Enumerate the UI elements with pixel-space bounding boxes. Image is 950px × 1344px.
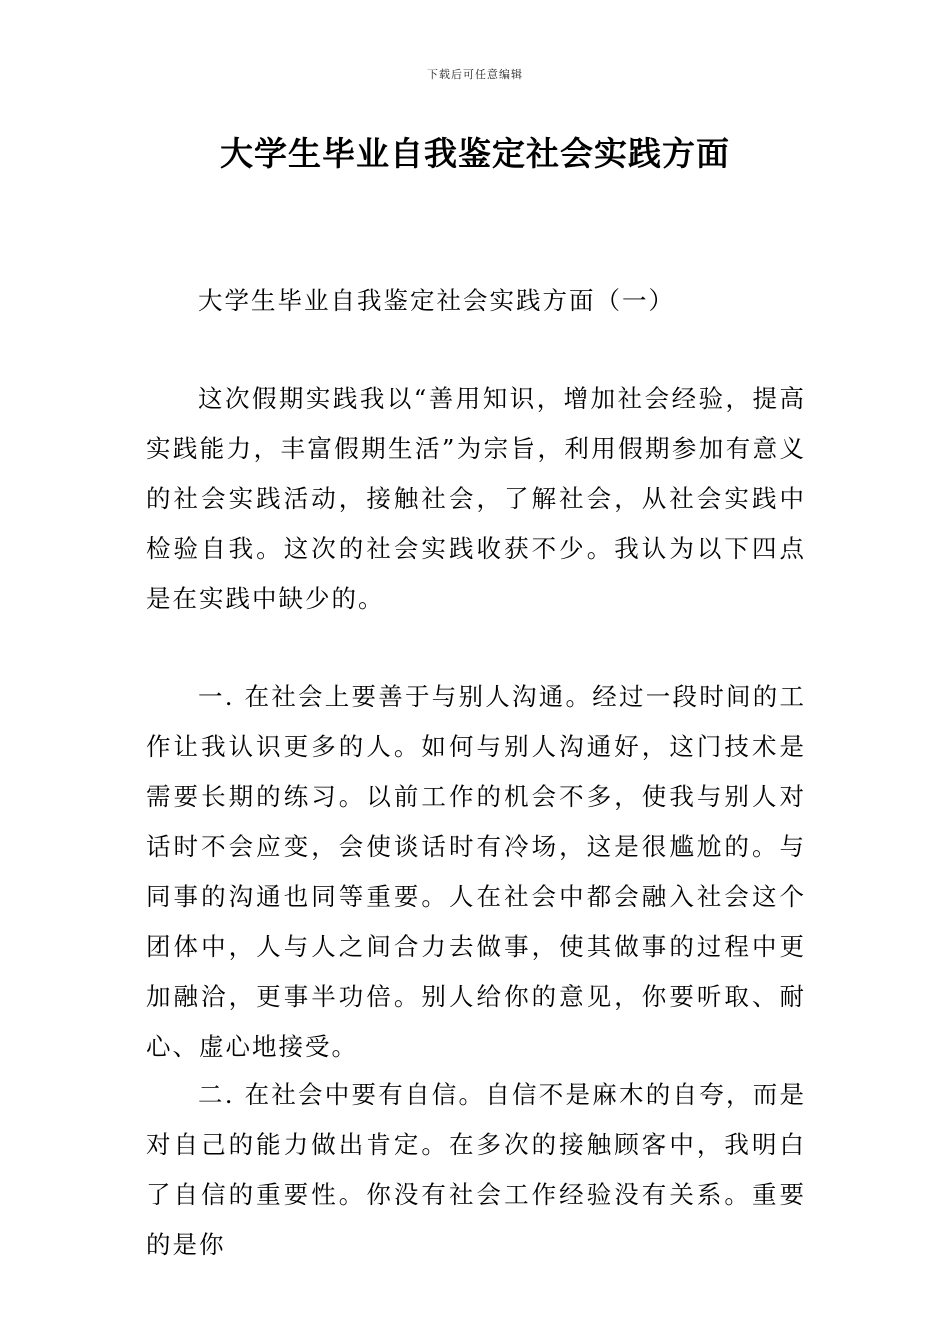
document-title: 大学生毕业自我鉴定社会实践方面 xyxy=(220,134,730,173)
paragraph-point-one: 一. 在社会上要善于与别人沟通。经过一段时间的工作让我认识更多的人。如何与别人沟通好，这门技术是需要长期的练习。以前工作的机会不多，使我与别人对话时不会应变，会使谈话时有冷场，这是很尴尬的。与同事的沟通也同等重要。人在社会中都会融入社会这个团体中，人与人之间合力去做事，使其做事的过程中更加融洽，更事半功倍。别人给你的意见，你要听取、耐心、虚心地接受。 xyxy=(146,682,806,1061)
paragraph-point-two: 二. 在社会中要有自信。自信不是麻木的自夸，而是对自己的能力做出肯定。在多次的接触顾客中，我明白了自信的重要性。你没有社会工作经验没有关系。重要的是你 xyxy=(146,1080,806,1259)
header-note: 下载后可任意编辑 xyxy=(427,68,523,81)
section-subtitle: 大学生毕业自我鉴定社会实践方面（一） xyxy=(198,286,675,315)
paragraph-intro: 这次假期实践我以“善用知识，增加社会经验，提高实践能力，丰富假期生活”为宗旨，利用假期参加有意义的社会实践活动，接触社会，了解社会，从社会实践中检验自我。这次的社会实践收获不少。我认为以下四点是在实践中缺少的。 xyxy=(146,384,806,613)
